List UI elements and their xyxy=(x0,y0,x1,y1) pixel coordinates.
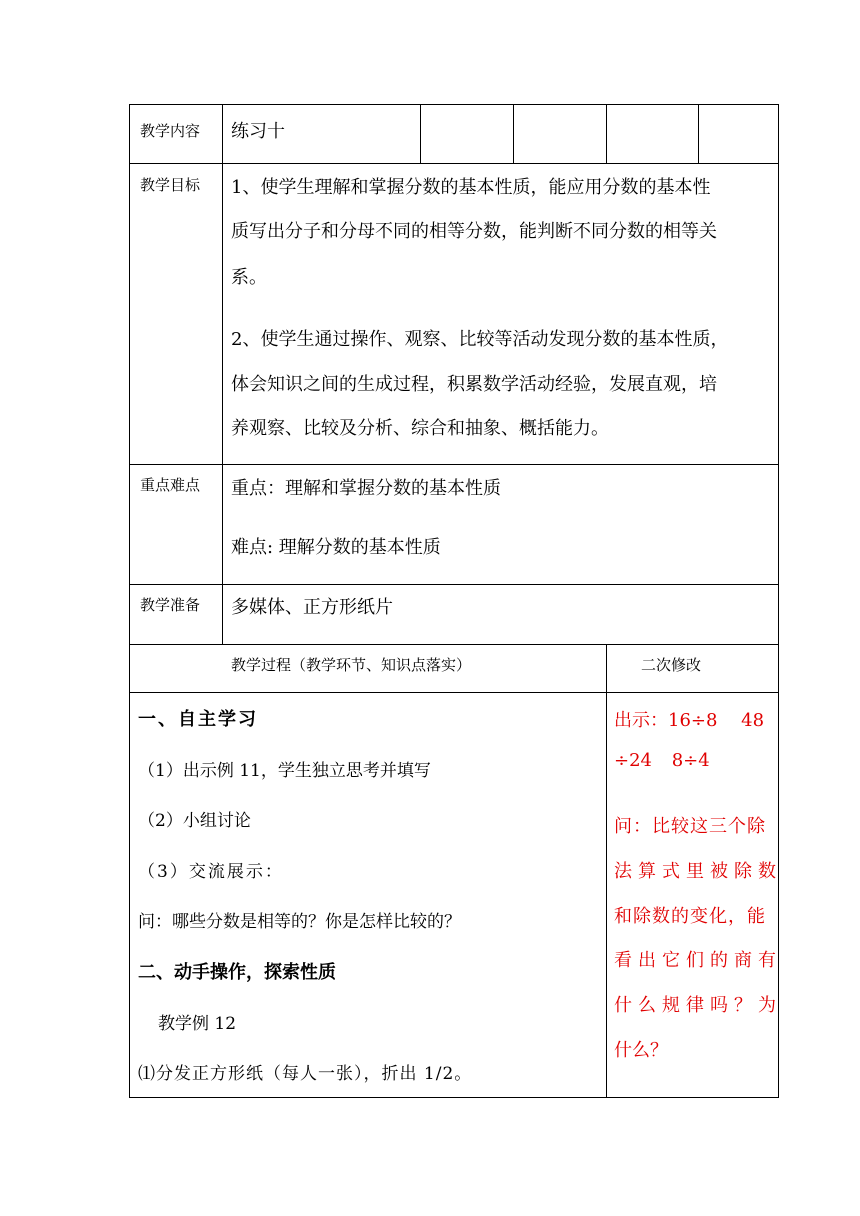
key-point-line: 重点：理解和掌握分数的基本性质 xyxy=(231,478,501,499)
goal-line: 养观察、比较及分析、综合和抽象、概括能力。 xyxy=(231,418,609,439)
goal-line: 系。 xyxy=(231,267,267,288)
revision-line: 法算式里被除数 xyxy=(614,861,782,882)
key-point-line: 难点: 理解分数的基本性质 xyxy=(231,537,441,558)
revision-line: 出示：16÷8 48 xyxy=(614,710,765,731)
table-border xyxy=(129,584,779,585)
preparation-label: 教学准备 xyxy=(140,596,201,614)
table-border xyxy=(129,104,779,105)
content-label: 教学内容 xyxy=(140,122,201,140)
table-border xyxy=(129,692,779,693)
table-border xyxy=(513,104,514,163)
section-heading: 一、自主学习 xyxy=(138,709,258,730)
revision-line: 和除数的变化，能 xyxy=(614,906,766,927)
goals-label: 教学目标 xyxy=(140,176,201,194)
table-border xyxy=(420,104,421,163)
revision-line: 什么？ xyxy=(614,1040,668,1061)
revision-line: ÷24 8÷4 xyxy=(614,750,710,771)
section-heading: 二、动手操作，探索性质 xyxy=(138,962,336,983)
process-line: 问：哪些分数是相等的？你是怎样比较的？ xyxy=(138,912,461,932)
table-border xyxy=(606,644,607,1098)
table-border xyxy=(698,104,699,163)
revision-line: 问：比较这三个除 xyxy=(614,816,766,837)
goal-line: 体会知识之间的生成过程，积累数学活动经验，发展直观，培 xyxy=(231,374,717,395)
revision-line: 什么规律吗？为 xyxy=(614,995,782,1016)
revision-header: 二次修改 xyxy=(641,656,702,674)
process-line: 教学例 12 xyxy=(158,1014,237,1034)
goal-line: 质写出分子和分母不同的相等分数，能判断不同分数的相等关 xyxy=(231,221,717,242)
revision-line: 看出它们的商有 xyxy=(614,950,782,971)
table-border xyxy=(129,104,130,1098)
process-line: ⑴分发正方形纸（每人一张），折出 1/2。 xyxy=(138,1064,473,1084)
goal-line: 1、使学生理解和掌握分数的基本性质，能应用分数的基本性 xyxy=(231,177,711,198)
preparation-value: 多媒体、正方形纸片 xyxy=(231,597,393,618)
process-line: （3）交流展示： xyxy=(138,862,284,882)
table-border xyxy=(606,104,607,163)
table-border xyxy=(129,644,779,645)
goal-line: 2、使学生通过操作、观察、比较等活动发现分数的基本性质， xyxy=(231,329,729,350)
process-line: （1）出示例 11，学生独立思考并填写 xyxy=(138,761,431,781)
table-border xyxy=(129,1097,779,1098)
table-border xyxy=(222,104,223,644)
key-points-label: 重点难点 xyxy=(140,476,201,494)
process-line: （2）小组讨论 xyxy=(138,811,251,831)
content-value: 练习十 xyxy=(231,121,285,142)
process-header: 教学过程（教学环节、知识点落实） xyxy=(231,656,472,674)
